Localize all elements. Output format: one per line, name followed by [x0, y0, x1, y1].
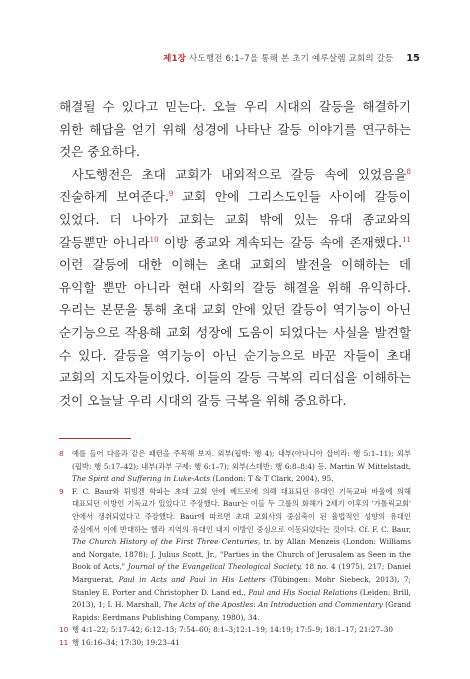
italic-title: Paul in Acts and Paul in His Letters — [118, 574, 266, 584]
italic-title: The Church History of the First Three Centuries, — [72, 537, 261, 547]
text-run: 해결될 수 있다고 믿는다. 오늘 우리 시대의 갈등을 해결하기 위한 해답을 얻기 위해 성경에 나타난 갈등 이야기를 연구하는 것은 중요하다. — [59, 99, 411, 160]
footnote — [59, 486, 411, 625]
footnote-text — [72, 487, 411, 622]
text-run: F. C. Baur와 튀빙겐 학파는 초대 교회 안에 베드로에 의해 대표되던 유대인 기독교파 바울에 의해 대표되던 이방인 기독교가 있었다고 주장했다. Baur는 이들 두 그룹의 화해가 2세기 이후의 '가톨릭교회' 안에서 생취되었다고 주장했다. Baur에 따르면 초대 교회사의 중심축이 된 율법적인 성향의 유대인 중심에서 이에 반대하는 헬라 지역의 유대인 내지 이방인 중심으로 이동되었다는 것이다. Cf. F. C. Baur, — [72, 486, 411, 534]
footnote-number: 11 — [59, 637, 69, 647]
footnote-number: 9 — [59, 486, 64, 496]
text-run: (Grand Rapids: Eerdmans Publishing Company, 1980), 34. — [72, 600, 411, 622]
text-run: 이런 갈등에 대한 이해는 초대 교회의 발전을 이해하는 데 유익할 뿐만 아니라 현대 사회의 갈등 해결을 위해 유익하다. 우리는 본문을 통해 초대 교회 안에 있던 갈등이 역기능이 아닌 순기능으로 작용해 교회 성장에 도움이 되었다는 사실을 발견할 수 있다. 갈등을 역기능이 아닌 순기능으로 바꾼 자들이 초대 교회의 지도자들이었다. 이들의 갈등 극복의 리더십을 이해하는 것이 오늘날 우리 시대의 갈등 극복을 위해 중요하다. — [59, 257, 411, 408]
footnote-ref: 8 — [406, 167, 411, 176]
text-run: 18 no. 4 (1975), 217; Daniel Marguerat, — [72, 562, 411, 584]
footnote-number: 10 — [59, 625, 69, 635]
text-run: (Tübingen: Mohr Siebeck, 2013), 7; Stanley E. Porter and Christopher D. Land ed., — [72, 574, 411, 597]
body-text — [59, 96, 411, 412]
text-run: (Leiden: Brill, 2013), 1; I. H. Marshall, — [72, 587, 411, 610]
text-run: tr. by Allan Menzeis (London: Williams and Norgate, 1878); J. Julius Scott, Jr., "Parties in the Church of Jerusalem as Seen in the Book of Acts," — [72, 537, 411, 572]
text-run: 행 16:16–34; 17:30; 19:23–41 — [72, 637, 180, 647]
text-run: 사도행전은 초대 교회가 내외적으로 갈등 속에 있었음을 — [71, 166, 407, 182]
text-run: (London: T & T Clark, 2004), 95. — [210, 474, 334, 484]
page-number: 15 — [406, 53, 420, 64]
text-run: 교회 안에 그리스도인들 사이에 갈등이 있었다. 더 나아가 교회는 교회 밖에 있는 유대 종교와의 갈등뿐만 아니라 — [59, 189, 411, 250]
footnote — [59, 448, 411, 486]
footnote-ref: 9 — [168, 190, 174, 199]
footnote-rule — [59, 438, 131, 439]
chapter-title: 사도행전 6:1–7을 통해 본 초기 예루살렘 교회의 갈등 — [189, 54, 394, 64]
italic-title: The Acts of the Apostles: An Introduction and Commentary — [163, 600, 383, 610]
footnote-text — [72, 449, 411, 483]
footnote-text — [72, 638, 180, 647]
text-run: 이방 종교와 계속되는 갈등 속에 존재했다. — [158, 234, 403, 250]
text-run: 행 4:1–22; 5:17–42; 6:12–13; 7:54–60; 8:1–3;12:1–19; 14:19; 17:5–9; 18:1–17; 21:27–30 — [72, 625, 394, 635]
footnotes — [59, 448, 411, 650]
footnote-number: 8 — [59, 449, 64, 458]
footnote — [59, 624, 411, 637]
italic-title: Journal of the Evangelical Theological Society, — [127, 562, 303, 572]
footnote-ref: 10 — [149, 235, 159, 244]
paragraph — [59, 164, 411, 413]
text-run: 진술하게 보여준다. — [59, 189, 169, 205]
footnote — [59, 637, 411, 650]
italic-title: The Spirit and Suffering in Luke-Acts — [72, 474, 211, 484]
paragraph — [59, 96, 411, 164]
chapter-label: 제1장 — [163, 54, 187, 64]
footnote-text — [72, 625, 393, 634]
text-run: 예를 들어 다음과 같은 패턴을 주목해 보자. 외부(핍박: 행 4); 내부(아나니아 삽비라: 행 5:1–11); 외부(핍박: 행 5:17–42); 내부(과부 구제: 행 6:1–7); 외부(스데반: 행 6:8–8:4) 등. Martin W Mittelstadt, — [72, 449, 411, 471]
footnote-ref: 11 — [402, 235, 411, 244]
italic-title: Paul and His Social Relations — [248, 587, 358, 597]
running-head — [60, 52, 420, 64]
